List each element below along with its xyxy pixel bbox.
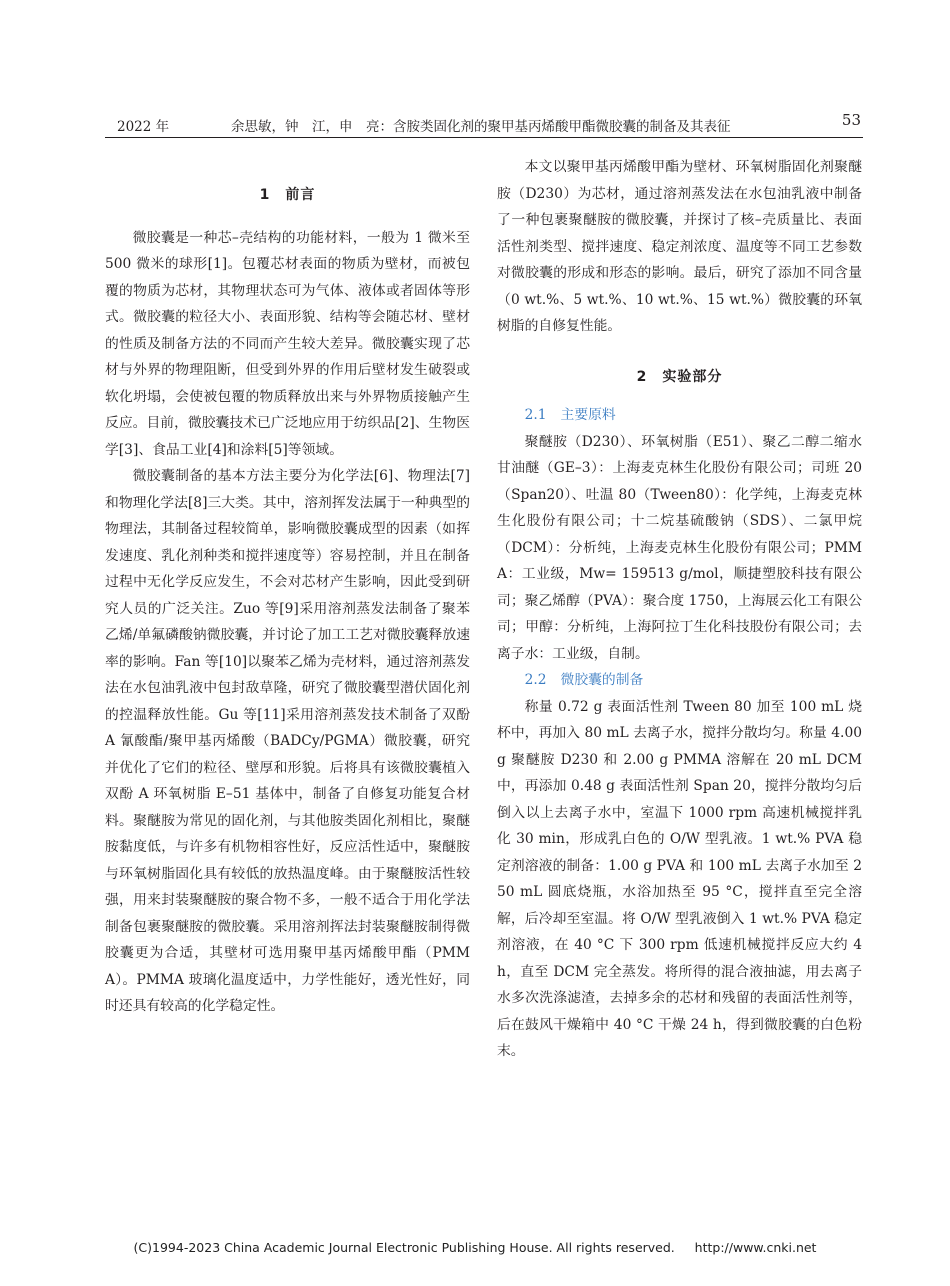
copyright-text: (C)1994-2023 China Academic Journal Electronic Publishing House. All rights reserved.	[133, 1240, 675, 1255]
section-title-experimental: 2 实验部分	[636, 368, 723, 385]
right-column	[497, 154, 862, 1065]
left-column	[105, 152, 470, 1020]
subsection-heading-materials	[497, 402, 862, 429]
paragraph: 本文以聚甲基丙烯酸甲酯为壁材、环氧树脂固化剂聚醚胺（D230）为芯材，通过溶剂蒸发法在水包油乳液中制备了一种包裹聚醚胺的微胶囊，并探讨了核–壳质量比、表面活性剂类型、搅拌速度、稳定剂浓度、温度等不同工艺参数对微胶囊的形成和形态的影响。最后，研究了添加不同含量（0 wt.%、5 wt.%、10 wt.%、15 wt.%）微胶囊的环氧树脂的自修复性能。	[497, 159, 862, 334]
subsection-number: 2.2	[524, 672, 547, 688]
section-title-introduction: 1 前言	[259, 187, 316, 203]
paragraph: 聚醚胺（D230）、环氧树脂（E51）、聚乙二醇二缩水甘油醚（GE–3）：上海麦克林生化股份有限公司；司班 20（Span20）、吐温 80（Tween80）：化学纯，上海麦克林生化股份有限公司；十二烷基硫酸钠（SDS）、二氯甲烷（DCM）：分析纯，上海麦克林生化股份有限公司；PMMA：工业级，Mw= 159513 g/mol，顺捷塑胶科技有限公司；聚乙烯醇（PVA）：聚合度 1750，上海展云化工有限公司；甲醇：分析纯，上海阿拉丁生化科技股份有限公司；去离子水：工业级，自制。	[497, 433, 862, 662]
header-article-title: 余思敏，钟 江，申 亮：含胺类固化剂的聚甲基丙烯酸甲酯微胶囊的制备及其表征	[231, 119, 731, 135]
copyright-footer	[0, 1240, 950, 1255]
paragraph: 微胶囊是一种芯–壳结构的功能材料，一般为 1 微米至 500 微米的球形[1]。包覆芯材表面的物质为壁材，而被包覆的物质为芯材，其物理状态可为气体、液体或者固体等形式。微胶囊的粒径大小、表面形貌、结构等会随芯材、壁材的性质及制备方法的不同而产生较大差异。微胶囊实现了芯材与外界的物理阻断，但受到外界的作用后壁材发生破裂或软化坍塌，会使被包覆的物质释放出来与外界物质接触产生反应。目前，微胶囊技术已广泛地应用于纺织品[2]、生物医学[3]、食品工业[4]和涂料[5]等领域。	[105, 229, 470, 458]
paragraph: 称量 0.72 g 表面活性剂 Tween 80 加至 100 mL 烧杯中，再加入 80 mL 去离子水，搅拌分散均匀。称量 4.00 g 聚醚胺 D230 和 2.00 g PMMA 溶解在 20 mL DCM 中，再添加 0.48 g 表面活性剂 Span 20，搅拌分散均匀后倒入以上去离子水中，室温下 1000 rpm 高速机械搅拌乳化 30 min，形成乳白色的 O/W 型乳液。1 wt.% PVA 稳定剂溶液的制备：1.00 g PVA 和 100 mL 去离子水加至 250 mL 圆底烧瓶，水浴加热至 95 °C，搅拌直至完全溶解，后冷却至室温。将 O/W 型乳液倒入 1 wt.% PVA 稳定剂溶液，在 40 °C 下 300 rpm 低速机械搅拌反应大约 4 h，直至 DCM 完全蒸发。将所得的混合液抽滤，用去离子水多次洗涤滤渣，去掉多余的芯材和残留的表面活性剂等，后在鼓风干燥箱中 40 °C 干燥 24 h，得到微胶囊的白色粉末。	[497, 698, 862, 1059]
footer-url[interactable]: http://www.cnki.net	[694, 1240, 817, 1255]
paragraph: 微胶囊制备的基本方法主要分为化学法[6]、物理法[7]和物理化学法[8]三大类。其中，溶剂挥发法属于一种典型的物理法，其制备过程较简单，影响微胶囊成型的因素（如挥发速度、乳化剂种类和搅拌速度等）容易控制，并且在制备过程中无化学反应发生，不会对芯材产生影响，因此受到研究人员的广泛关注。Zuo 等[9]采用溶剂蒸发法制备了聚苯乙烯/单氟磷酸钠微胶囊，并讨论了加工工艺对微胶囊释放速率的影响。Fan 等[10]以聚苯乙烯为壳材料，通过溶剂蒸发法在水包油乳液中包封敌草隆，研究了微胶囊型潜伏固化剂的控温释放性能。Gu 等[11]采用溶剂蒸发技术制备了双酚 A 氰酸酯/聚甲基丙烯酸（BADCy/PGMA）微胶囊，研究并优化了它们的粒径、壁厚和形貌。后将具有该微胶囊植入双酚 A 环氧树脂 E–51 基体中，制备了自修复功能复合材料。聚醚胺为常见的固化剂，与其他胺类固化剂相比，聚醚胺黏度低，与许多有机物相容性好，反应活性适中，聚醚胺与环氧树脂固化具有较低的放热温度峰。由于聚醚胺活性较强，用来封装聚醚胺的聚合物不多，一般不适合于用化学法制备包裹聚醚胺的微胶囊。采用溶剂挥法封装聚醚胺制得微胶囊更为合适，其壁材可选用聚甲基丙烯酸甲酯（PMMA）。PMMA 玻璃化温度适中，力学性能好，透光性好，同时还具有较高的化学稳定性。	[105, 468, 470, 1014]
subsection-heading-preparation	[497, 667, 862, 694]
running-header	[105, 113, 863, 138]
subsection-number: 2.1	[524, 407, 547, 423]
subsection-title: 微胶囊的制备	[560, 672, 644, 688]
header-year: 2022 年	[117, 119, 170, 135]
subsection-title: 主要原料	[560, 407, 616, 423]
page-number: 53	[841, 111, 861, 129]
